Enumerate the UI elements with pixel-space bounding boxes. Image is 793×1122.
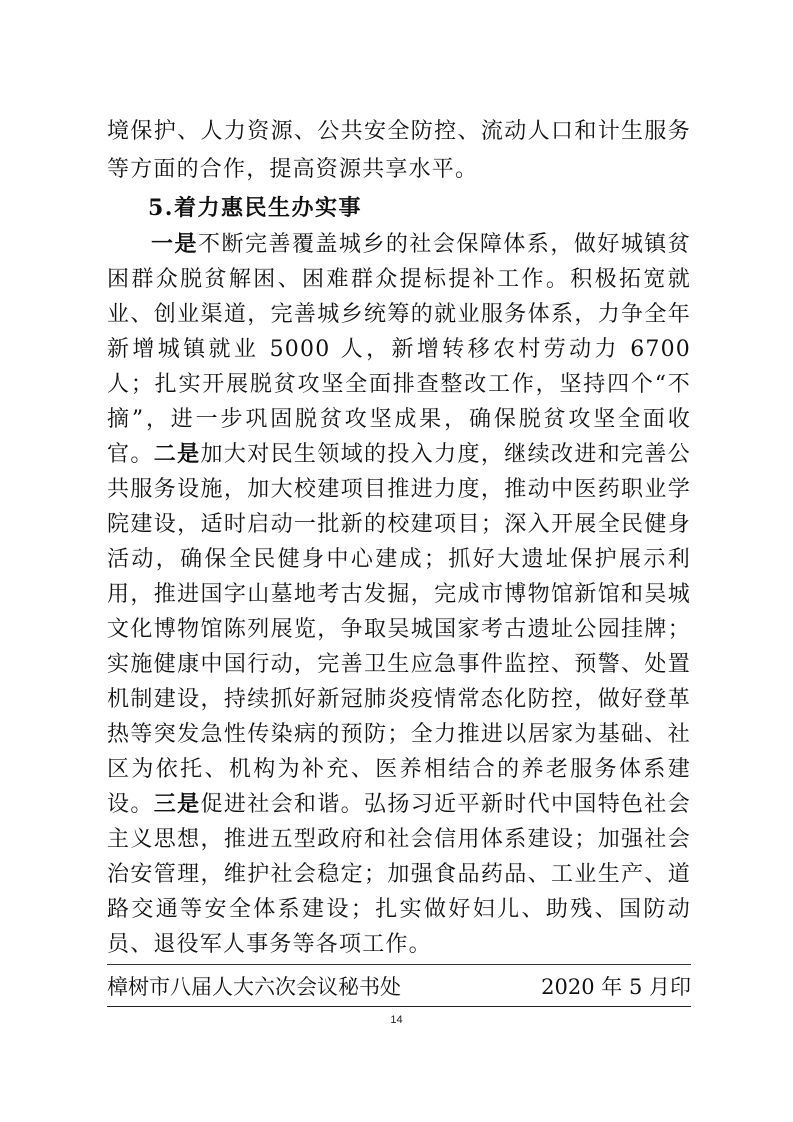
footer-issuer: 樟树市八届人大六次会议秘书处 xyxy=(107,975,401,999)
footer-top-rule xyxy=(107,964,691,965)
item-two-lead: 二是 xyxy=(153,441,201,467)
section-heading: 5.着力惠民生办实事 xyxy=(148,195,362,221)
item-two-text: 加大对民生领域的投入力度，继续改进和完善公共服务设施，加大校建项目推进力度，推动中医药职业学院建设，适时启动一批新的校建项目；深入开展全民健身活动，确保全民健身中心建成；抓好大遗址保护展示利用，推进国字山墓地考古发掘，完成市博物馆新馆和吴城文化博物馆陈列展览，争取吴城国家考古遗址公园挂牌；实施健康中国行动，完善卫生应急事件监控、预警、处置机制建设，持续抓好新冠肺炎疫情常态化防控，做好登革热等突发急性传染病的预防；全力推进以居家为基础、社区为依托、机构为补充、医养相结合的养老服务体系建设。 xyxy=(107,442,691,817)
footer-print-date: 2020 年 5 月印 xyxy=(541,975,691,999)
item-one-lead: 一是 xyxy=(151,231,198,257)
page-number: 14 xyxy=(390,1014,403,1026)
footer-bottom-rule xyxy=(107,1006,691,1007)
item-three-lead: 三是 xyxy=(153,791,201,817)
section-body-paragraph xyxy=(107,227,691,962)
continued-paragraph: 境保护、人力资源、公共安全防控、流动人口和计生服务等方面的合作，提高资源共享水平。 xyxy=(107,119,691,182)
item-one-text: 不断完善覆盖城乡的社会保障体系，做好城镇贫困群众脱贫解困、困难群众提标提补工作。积极拓宽就业、创业渠道，完善城乡统筹的就业服务体系，力争全年新增城镇就业 5000 人，新增转移农村劳动力 6700 人；扎实开展脱贫攻坚全面排查整改工作，坚持四个“不摘”，进一步巩固脱贫攻坚成果，确保脱贫攻坚全面收官。 xyxy=(107,232,691,467)
item-three-text: 促进社会和谐。弘扬习近平新时代中国特色社会主义思想，推进五型政府和社会信用体系建设；加强社会治安管理，维护社会稳定；加强食品药品、工业生产、道路交通等安全体系建设；扎实做好妇儿、助残、国防动员、退役军人事务等各项工作。 xyxy=(107,792,691,957)
